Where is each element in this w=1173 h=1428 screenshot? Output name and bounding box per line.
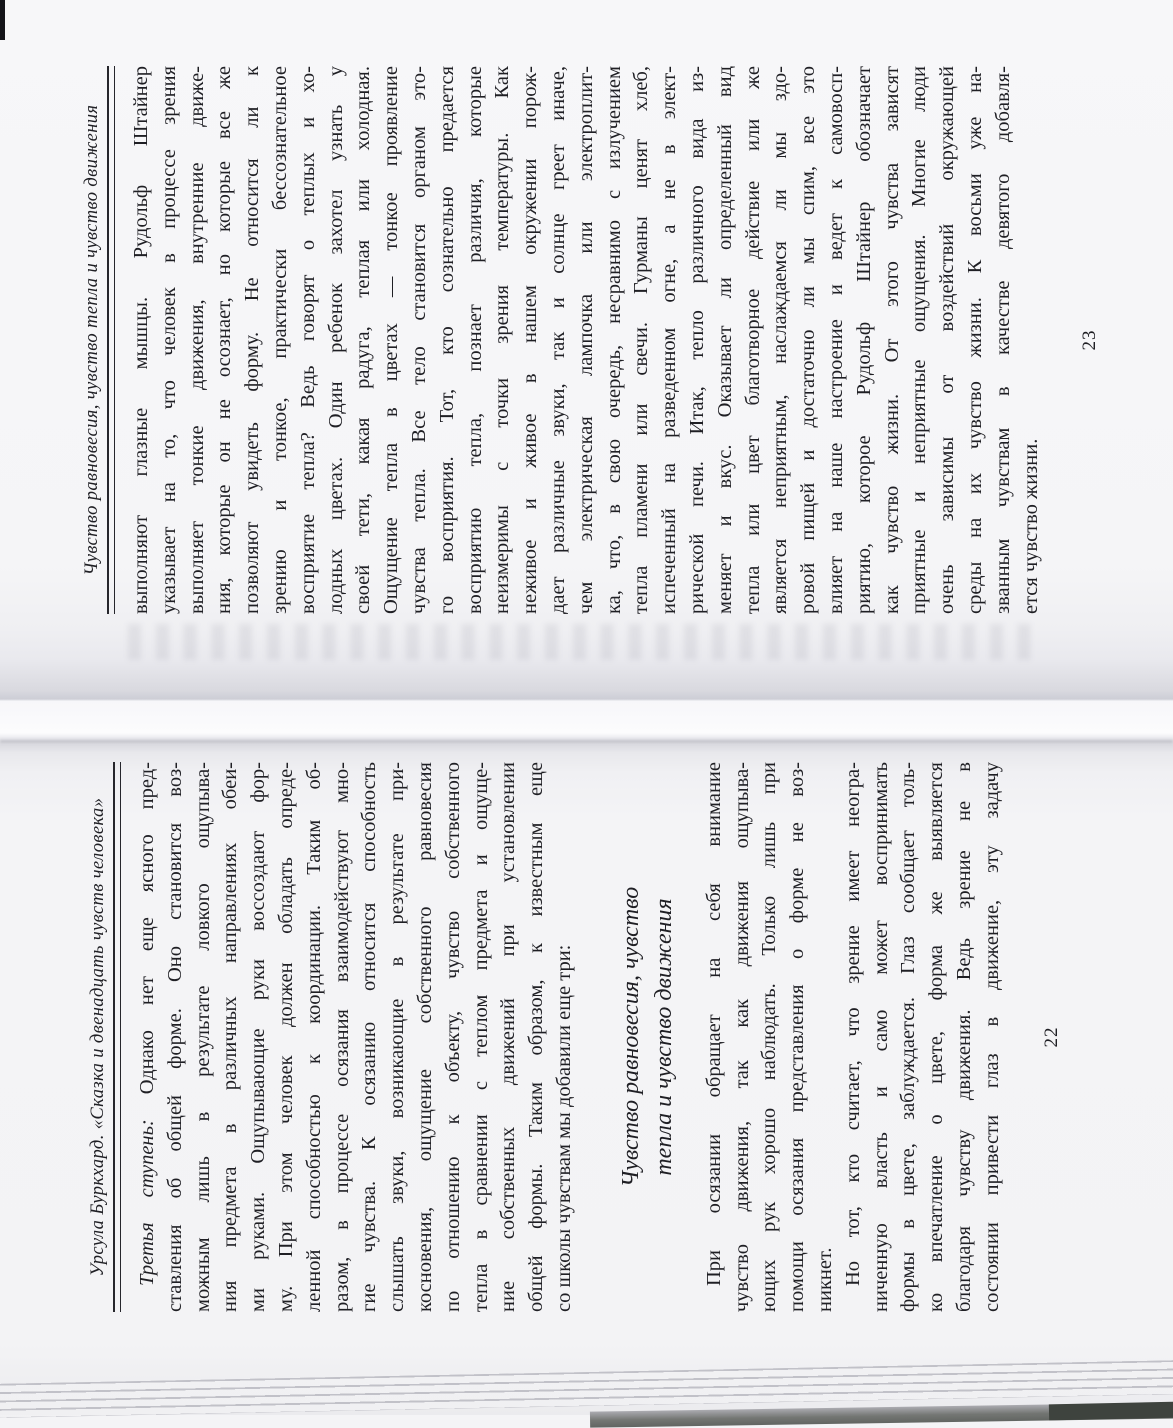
page-number: 22 xyxy=(1040,1026,1062,1048)
page-number: 23 xyxy=(1079,329,1101,351)
scanned-page-23 xyxy=(62,50,1112,630)
scan-corner-artifact xyxy=(1049,1402,1173,1421)
header-rule xyxy=(113,762,121,1312)
running-header: Чувство равновесия, чувство тепла и чувство движения xyxy=(82,104,102,576)
scan-artifact xyxy=(0,0,5,40)
page-23-region xyxy=(62,50,1112,630)
page-22-region xyxy=(70,742,1110,1332)
page-body-text: Третья ступень: Однако нет еще ясного пред- ставления об общей форме. Оно становится воз- можным лишь в результате ловкого ощупыва- ния предмета в различных направлениях обеи- ми руками. Ощупывающие руки воссоздают фор- му. При этом человек должен обладать опреде- ленной способностью к координации. Таким об- разом, в процессе осязания взаимодействуют мно- гие чувства. К осязанию относится способность слышать звуки, возникающие в результате при- косновения, ощущение собственного равновесия по отношению к объекту, чувство собственного тепла в сравнении с теплом предмета и ощуще- ние собственных движений при установлении общей формы. Таким образом, к известным еще со школы чувствам мы добавили еще три: Чувство равновесия, чувство тепла и чувство движения При осязании обращает на себя внимание чувство движения, так как движения ощупыва- ющих рук хорошо наблюдать. Только лишь при помощи осязания представления о форме не воз- никнет. Но тот, кто считает, что зрение имеет неогра- ниченную власть и само может воспринимать формы в цвете, заблуждается. Глаз сообщает толь- ко впечатление о цвете, форма же выявляется благодаря чувству движения. Ведь зрение не в состоянии привести глаз в движение, эту задачу xyxy=(136,762,1003,1312)
header-rule xyxy=(107,66,115,614)
scanned-page-22 xyxy=(70,742,1110,1332)
page-body-text: выполняют глазные мышцы. Рудольф Штайнер указывает на то, что человек в процессе зрения выполняет тонкие движения, внутренние движе- ния, которые он не осознает, но которые все же позволяют увидеть форму. Не относится ли к зрению и тонкое, практически бессознательное восприятие тепла? Ведь говорят о теплых и хо- лодных цветах. Один ребенок захотел узнать у своей тети, какая радуга, теплая или холодная. Ощущение тепла в цветах — тонкое проявление чувства тепла. Все тело становится органом это- го восприятия. Тот, кто сознательно предается восприятию тепла, познает различия, которые неизмеримы с точки зрения температуры. Как неживое и живое в нашем окружении порож- дает различные звуки, так и солнце греет иначе, чем электрическая лампочка или электроплит- ка, что, в свою очередь, несравнимо с излучением тепла пламени или свечи. Гурманы ценят хлеб, испеченный на разведенном огне, а не в элект- рической печи. Итак, тепло различного вида из- меняет и вкус. Оказывает ли определенный вид тепла или цвет благотворное действие или же является неприятным, наслаждаемся ли мы здо- ровой пищей и достаточно ли мы спим, все это влияет на наше настроение и ведет к самовосп- риятию, которое Рудольф Штайнер обозначает как чувство жизни. От этого чувства зависят приятные и неприятные ощущения. Многие люди очень зависимы от воздействий окружающей среды на их чувство жизни. К восьми уже на- званным чувствам в качестве девятого добавля- ется чувство жизни. xyxy=(130,66,1042,614)
running-header: Урсула Буркхард. «Сказка и двенадцать чувств человека» xyxy=(88,797,108,1277)
